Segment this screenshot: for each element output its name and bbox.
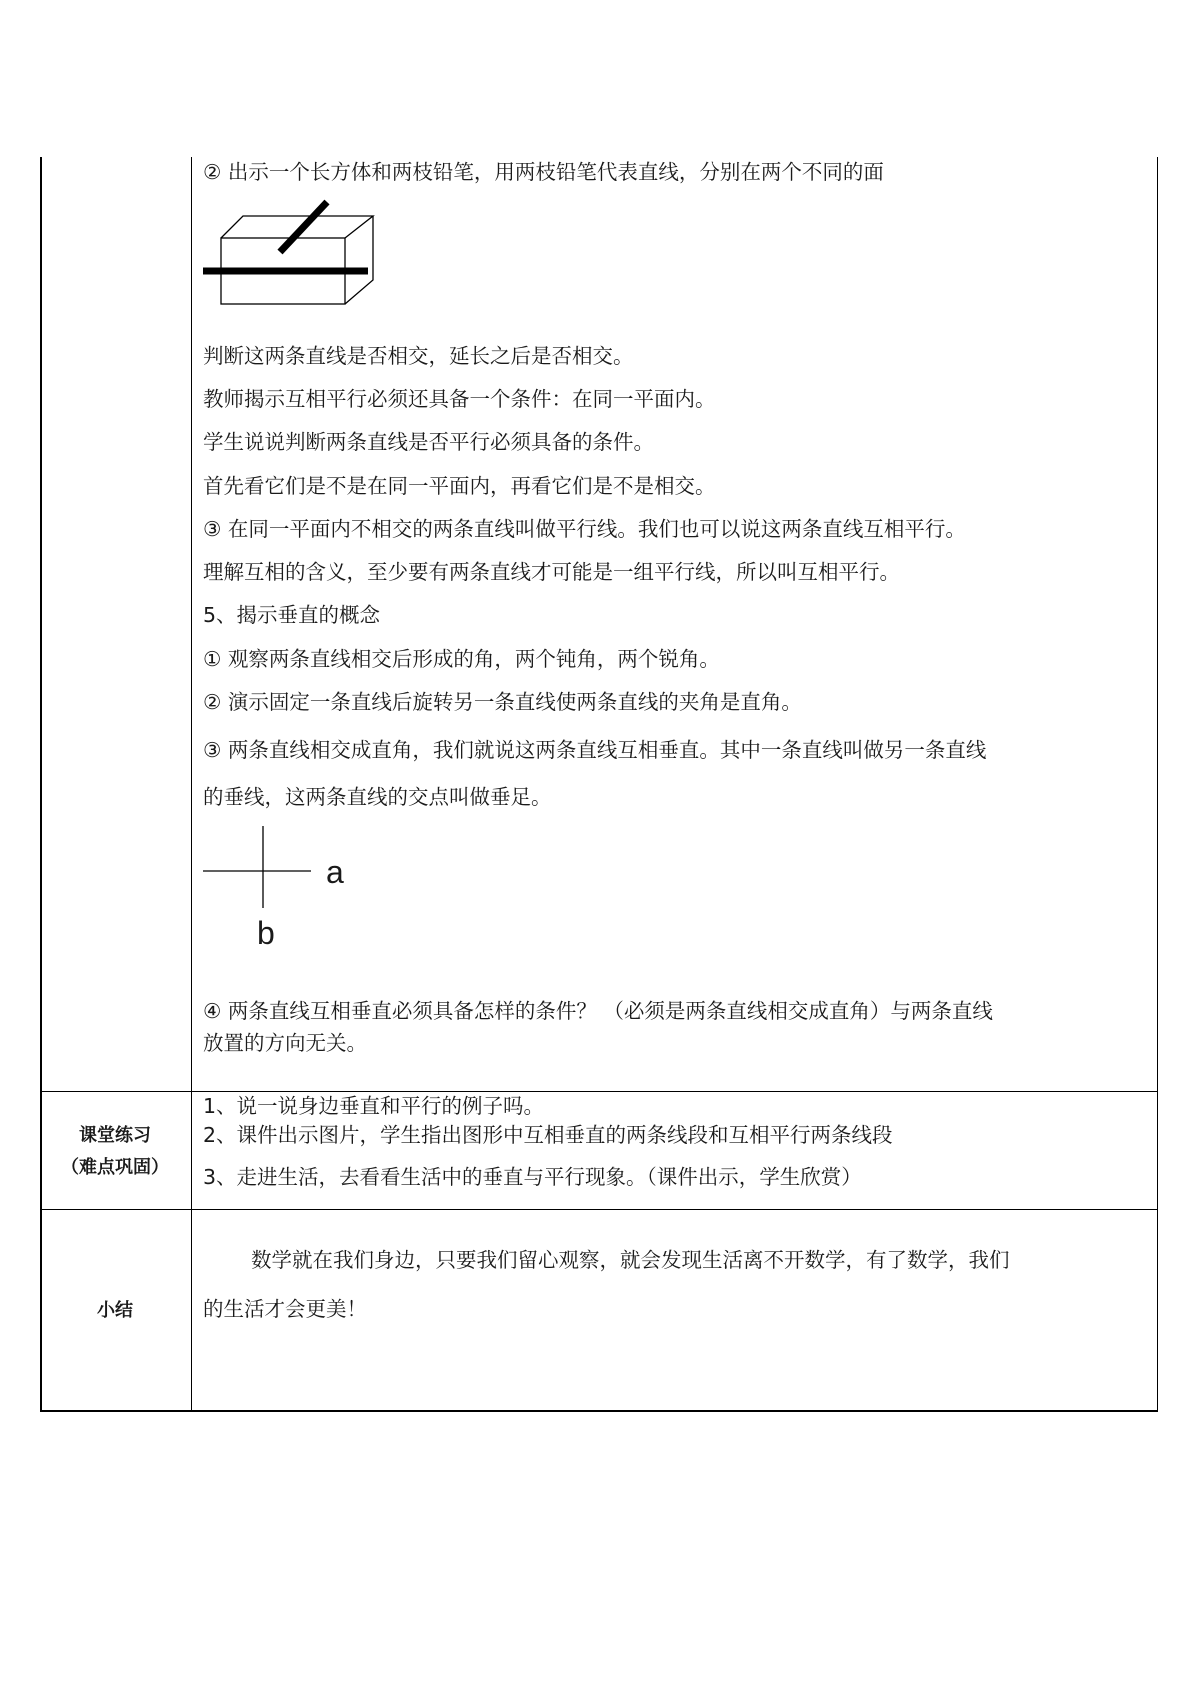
line-b-label: b [257, 915, 275, 951]
paragraph: 学生说说判断两条直线是否平行必须具备的条件。 [203, 430, 654, 454]
practice-label-line1: 课堂练习 [79, 1125, 151, 1146]
summary-label: 小结 [97, 1300, 133, 1321]
paragraph: ② 出示一个长方体和两枝铅笔，用两枝铅笔代表直线，分别在两个不同的面 [203, 160, 884, 184]
cuboid-right-face [345, 216, 373, 304]
practice-item: 3、走进生活，去看看生活中的垂直与平行现象。（课件出示，学生欣赏） [203, 1165, 862, 1189]
paragraph: ③ 两条直线相交成直角，我们就说这两条直线互相垂直。其中一条直线叫做另一条直线 [203, 738, 987, 762]
paragraph: ① 观察两条直线相交后形成的角，两个钝角，两个锐角。 [203, 647, 720, 671]
paragraph: 教师揭示互相平行必须还具备一个条件：在同一平面内。 [203, 387, 716, 411]
paragraph: 判断这两条直线是否相交，延长之后是否相交。 [203, 344, 634, 368]
paragraph: ④ 两条直线互相垂直必须具备怎样的条件？ （必须是两条直线相交成直角）与两条直线 [203, 999, 993, 1023]
practice-item: 2、课件出示图片，学生指出图形中互相垂直的两条线段和互相平行两条线段 [203, 1123, 893, 1147]
paragraph: ③ 在同一平面内不相交的两条直线叫做平行线。我们也可以说这两条直线互相平行。 [203, 517, 966, 541]
table-bottom-border [40, 1410, 1158, 1412]
paragraph: 首先看它们是不是在同一平面内，再看它们是不是相交。 [203, 474, 716, 498]
paragraph: 5、揭示垂直的概念 [203, 603, 381, 627]
diagonal-pencil [280, 202, 327, 252]
table-column-divider [191, 157, 192, 1412]
paragraph: 理解互相的含义，至少要有两条直线才可能是一组平行线，所以叫互相平行。 [203, 560, 900, 584]
paragraph: 的垂线，这两条直线的交点叫做垂足。 [203, 785, 552, 809]
table-right-border [1157, 157, 1158, 1412]
summary-line: 数学就在我们身边，只要我们留心观察，就会发现生活离不开数学，有了数学，我们 [251, 1248, 1010, 1272]
paragraph: 放置的方向无关。 [203, 1031, 367, 1055]
cuboid-pencils-figure [203, 198, 378, 308]
table-left-border [40, 157, 42, 1412]
practice-label-line2: （难点巩固） [61, 1157, 169, 1178]
practice-item: 1、说一说身边垂直和平行的例子吗。 [203, 1094, 545, 1118]
summary-line: 的生活才会更美！ [203, 1297, 367, 1321]
paragraph: ② 演示固定一条直线后旋转另一条直线使两条直线的夹角是直角。 [203, 690, 802, 714]
line-a-label: a [326, 854, 344, 890]
perpendicular-lines-figure [203, 826, 313, 908]
table-row-divider-2 [40, 1209, 1158, 1210]
practice-label [40, 1121, 190, 1179]
